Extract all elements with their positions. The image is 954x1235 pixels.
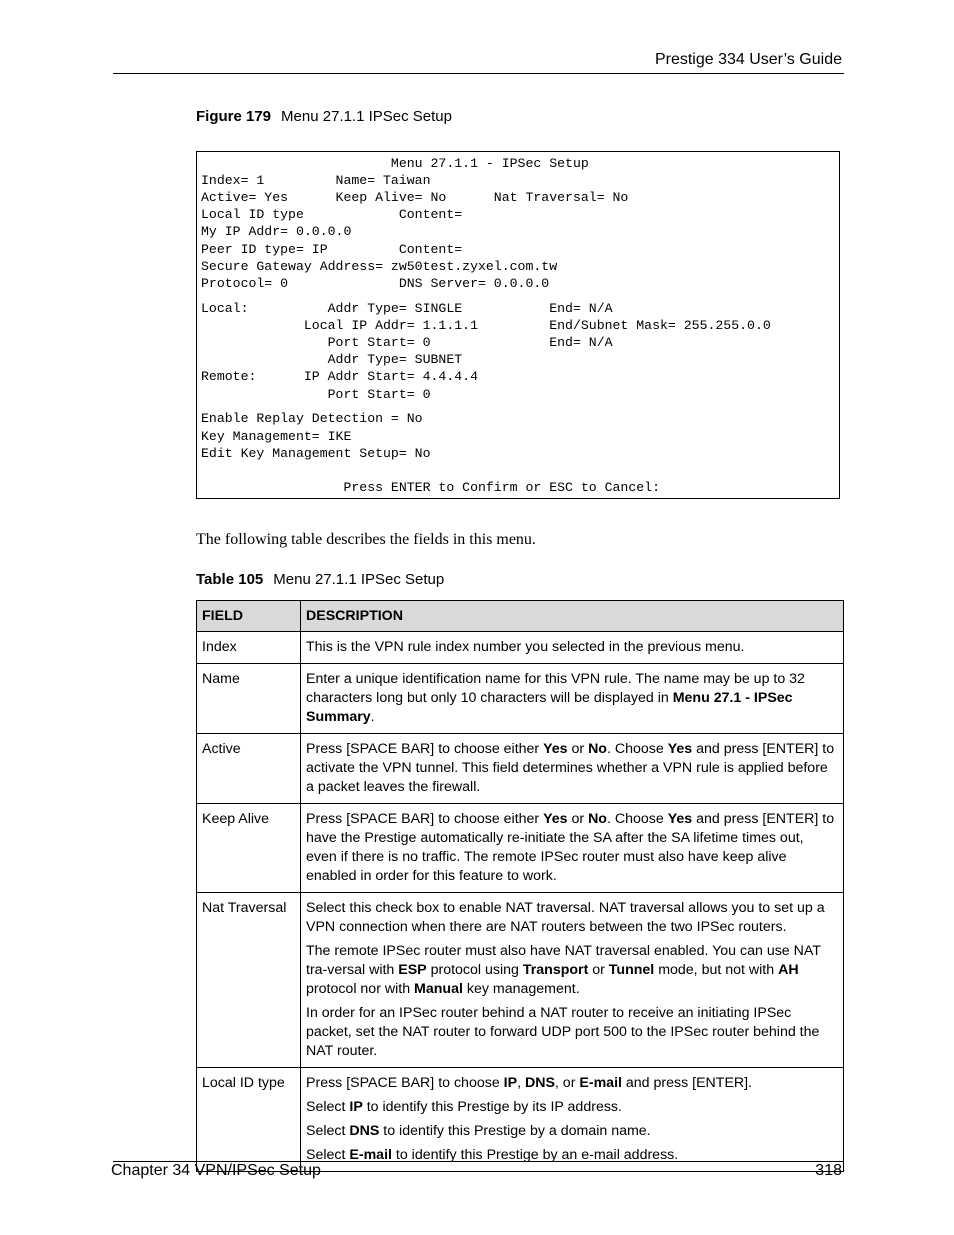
screen-line: Port Start= 0 — [201, 387, 431, 402]
text-segment: The remote IPSec router must also have NAT traversal enabled. You can use NAT tra-versal with — [306, 943, 821, 978]
bold-term: DNS — [349, 1123, 380, 1139]
table-row — [197, 664, 844, 734]
text-segment: Select — [306, 1123, 350, 1139]
text-segment: Press [SPACE BAR] to choose either — [306, 741, 544, 757]
screen-line: Remote: IP Addr Start= 4.4.4.4 — [201, 369, 478, 384]
text-segment: Enter a unique identification name for this VPN rule. The name may be up to 32 characters long but only 10 characters will be displayed in — [306, 671, 805, 706]
table-title: Menu 27.1.1 IPSec Setup — [273, 571, 445, 588]
text-segment: or — [567, 741, 589, 757]
description-paragraph — [306, 899, 838, 937]
field-column-header: FIELD — [197, 601, 301, 632]
field-name-cell: Nat Traversal — [197, 893, 301, 1068]
text-segment: . Choose — [606, 741, 668, 757]
description-paragraph — [306, 1074, 838, 1093]
page-number: 318 — [815, 1162, 842, 1179]
description-paragraph — [306, 1122, 838, 1141]
description-paragraph — [306, 942, 838, 999]
table-row — [197, 804, 844, 893]
text-segment: Select — [306, 1099, 350, 1115]
text-segment: Press [SPACE BAR] to choose either — [306, 811, 544, 827]
description-paragraph — [306, 1004, 838, 1061]
screen-line: Addr Type= SUBNET — [201, 352, 463, 367]
terminal-screen — [196, 151, 840, 499]
description-paragraph — [306, 670, 838, 727]
description-column-header: DESCRIPTION — [301, 601, 844, 632]
intro-paragraph: The following table describes the fields in this menu. — [196, 531, 536, 548]
field-name-cell: Index — [197, 632, 301, 664]
text-segment: This is the VPN rule index number you selected in the previous menu. — [306, 639, 745, 655]
screen-line: Local IP Addr= 1.1.1.1 End/Subnet Mask= 255.255.0.0 — [201, 318, 771, 333]
bold-term: Yes — [667, 741, 693, 757]
screen-line: Key Management= IKE — [201, 429, 352, 444]
text-segment: , — [517, 1075, 525, 1091]
table-row — [197, 734, 844, 804]
text-segment: and press [ENTER]. — [621, 1075, 753, 1091]
bold-term: No — [588, 811, 607, 827]
field-description-cell — [301, 632, 844, 664]
text-segment: . Choose — [606, 811, 668, 827]
screen-line: Press ENTER to Confirm or ESC to Cancel: — [201, 480, 660, 495]
text-segment: to identify this Prestige by a domain name. — [379, 1123, 651, 1139]
screen-line: Active= Yes Keep Alive= No Nat Traversal= No — [201, 190, 629, 205]
text-segment: In order for an IPSec router behind a NAT router to receive an initiating IPSec packet, set the NAT router to forward UDP port 500 to the IPSec router behind the NAT router. — [306, 1005, 820, 1059]
table-row — [197, 632, 844, 664]
table-caption — [196, 571, 444, 588]
text-segment: Press [SPACE BAR] to choose — [306, 1075, 504, 1091]
bold-term: E-mail — [579, 1075, 622, 1091]
field-name-cell: Local ID type — [197, 1068, 301, 1172]
text-segment: or — [567, 811, 589, 827]
field-description-cell — [301, 734, 844, 804]
screen-line: Port Start= 0 End= N/A — [201, 335, 613, 350]
text-segment: and press [ENTER] to activate the VPN tunnel. This field determines whether a VPN rule is applied before a packet leaves the firewall. — [306, 741, 835, 795]
screen-line: Enable Replay Detection = No — [201, 411, 423, 426]
screen-line: Peer ID type= IP Content= — [201, 242, 463, 257]
bold-term: IP — [349, 1099, 363, 1115]
text-segment: , or — [554, 1075, 580, 1091]
figure-label: Figure 179 — [196, 108, 272, 125]
text-segment: protocol using — [426, 962, 523, 978]
table-row — [197, 1068, 844, 1172]
screen-line: Local: Addr Type= SINGLE End= N/A — [201, 301, 613, 316]
bold-term: Yes — [543, 741, 568, 757]
text-segment: to identify this Prestige by an e-mail address. — [391, 1147, 679, 1163]
running-header: Prestige 334 User’s Guide — [654, 51, 842, 68]
description-paragraph — [306, 740, 838, 797]
bold-term: DNS — [524, 1075, 555, 1091]
text-segment: Select this check box to enable NAT traversal. NAT traversal allows you to set up a VPN connection when there are NAT routers between the two IPSec routers. — [306, 900, 825, 935]
footer-chapter: Chapter 34 VPN/IPSec Setup — [111, 1162, 321, 1179]
table-row — [197, 893, 844, 1068]
header-rule — [113, 73, 844, 74]
screen-line: Edit Key Management Setup= No — [201, 446, 431, 461]
field-description-cell — [301, 804, 844, 893]
table-label: Table 105 — [196, 571, 264, 588]
figure-caption — [196, 108, 452, 125]
screen-line: Local ID type Content= — [201, 207, 463, 222]
description-paragraph — [306, 1098, 838, 1117]
screen-line: Protocol= 0 DNS Server= 0.0.0.0 — [201, 276, 550, 291]
field-description-cell — [301, 1068, 844, 1172]
text-segment: and press [ENTER] to have the Prestige automatically re-initiate the SA after the SA lifetime times out, even if there is no traffic. The remote IPSec router must also have keep alive enabled in order for this feature to work. — [306, 811, 835, 884]
figure-title: Menu 27.1.1 IPSec Setup — [281, 108, 452, 125]
field-name-cell: Name — [197, 664, 301, 734]
screen-line: Menu 27.1.1 - IPSec Setup — [201, 156, 589, 171]
text-segment: or — [588, 962, 609, 978]
text-segment: key management. — [462, 981, 580, 997]
bold-term: Transport — [522, 962, 589, 978]
field-description-cell — [301, 664, 844, 734]
screen-line: Secure Gateway Address= zw50test.zyxel.com.tw — [201, 259, 558, 274]
description-paragraph — [306, 810, 838, 886]
bold-term: Yes — [543, 811, 568, 827]
description-paragraph — [306, 1146, 838, 1165]
text-segment: Select — [306, 1147, 350, 1163]
table-body — [197, 632, 844, 1172]
bold-term: IP — [503, 1075, 518, 1091]
field-description-cell — [301, 893, 844, 1068]
bold-term: E-mail — [349, 1147, 392, 1163]
bold-term: AH — [778, 962, 799, 978]
bold-term: Manual — [414, 981, 463, 997]
text-segment: . — [370, 709, 375, 725]
text-segment: mode, but not with — [654, 962, 779, 978]
bold-term: No — [588, 741, 607, 757]
description-paragraph — [306, 638, 838, 657]
field-name-cell: Active — [197, 734, 301, 804]
screen-line: Index= 1 Name= Taiwan — [201, 173, 431, 188]
field-description-table — [196, 600, 844, 1172]
text-segment: protocol nor with — [306, 981, 415, 997]
screen-line: My IP Addr= 0.0.0.0 — [201, 224, 352, 239]
table-header-row — [197, 601, 844, 632]
bold-term: Menu 27.1 - IPSec Summary — [306, 690, 793, 725]
bold-term: Yes — [667, 811, 693, 827]
bold-term: Tunnel — [608, 962, 655, 978]
field-name-cell: Keep Alive — [197, 804, 301, 893]
bold-term: ESP — [398, 962, 427, 978]
text-segment: to identify this Prestige by its IP address. — [362, 1099, 622, 1115]
